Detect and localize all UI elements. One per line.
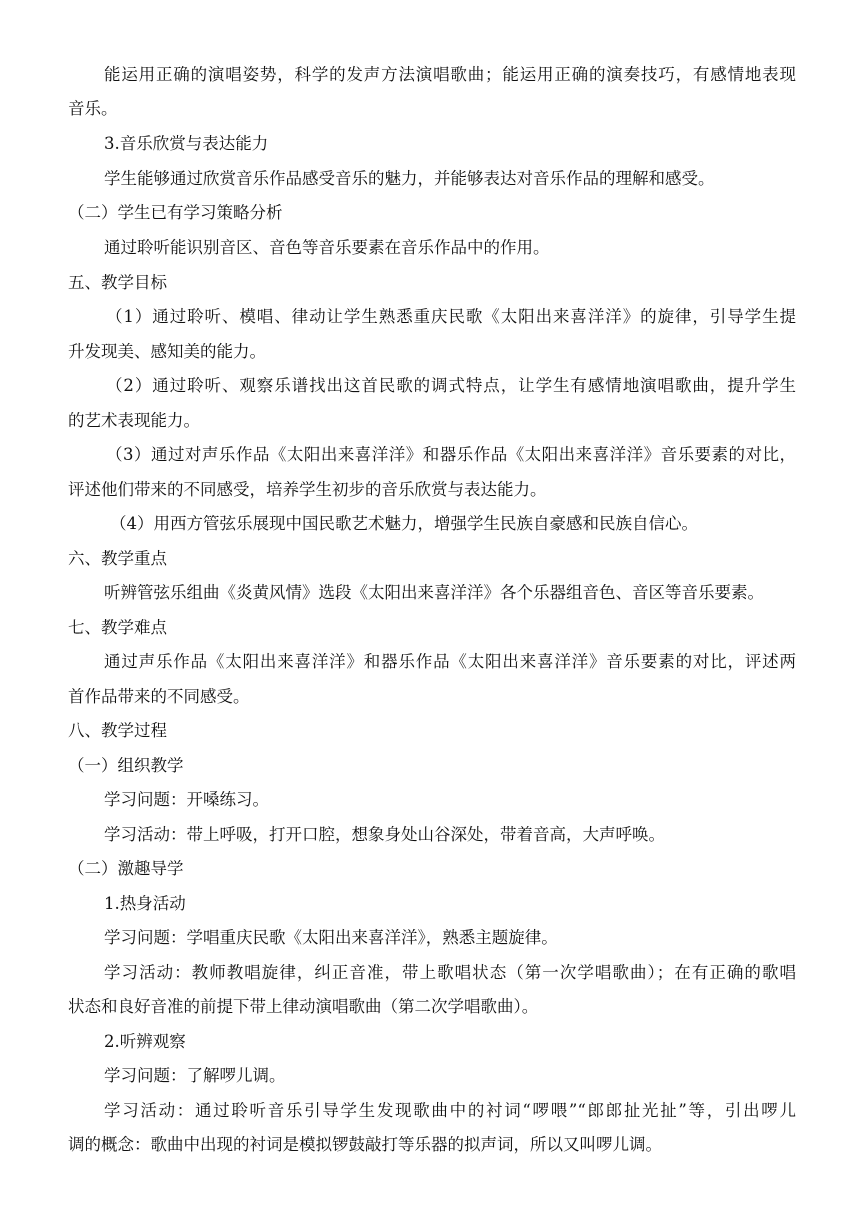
section-heading: （一）组织教学 [68, 756, 184, 775]
text-line: 学习活动：通过聆听音乐引导学生发现歌曲中的衬词“啰喂”“郎郎扯光扯”等，引出啰儿 [104, 1101, 796, 1120]
section-heading: （二）学生已有学习策略分析 [68, 203, 283, 222]
section-heading: 六、教学重点 [68, 549, 167, 568]
text-line: 学生能够通过欣赏音乐作品感受音乐的魅力，并能够表达对音乐作品的理解和感受。 [104, 169, 715, 188]
section-heading: 五、教学目标 [68, 273, 167, 292]
section-heading: 1.热身活动 [104, 894, 186, 913]
section-heading: 八、教学过程 [68, 721, 167, 740]
text-line: （2）通过聆听、观察乐谱找出这首民歌的调式特点，让学生有感情地演唱歌曲，提升学生 [106, 376, 796, 395]
section-heading: （二）激趣导学 [68, 859, 184, 878]
section-heading: 2.听辨观察 [104, 1032, 186, 1051]
text-line: 升发现美、感知美的能力。 [68, 342, 266, 361]
section-heading: 七、教学难点 [68, 618, 167, 637]
text-line: 学习问题：了解啰儿调。 [104, 1066, 286, 1085]
text-line: 学习问题：开嗓练习。 [104, 790, 269, 809]
text-line: （4）用西方管弦乐展现中国民歌艺术魅力，增强学生民族自豪感和民族自信心。 [110, 514, 698, 533]
text-line: 通过声乐作品《太阳出来喜洋洋》和器乐作品《太阳出来喜洋洋》音乐要素的对比，评述两 [104, 652, 796, 671]
text-line: 能运用正确的演唱姿势，科学的发声方法演唱歌曲；能运用正确的演奏技巧，有感情地表现 [104, 65, 796, 84]
text-line: 通过聆听能识别音区、音色等音乐要素在音乐作品中的作用。 [104, 238, 550, 257]
text-line: 评述他们带来的不同感受，培养学生初步的音乐欣赏与表达能力。 [68, 480, 547, 499]
text-line: 的艺术表现能力。 [68, 411, 200, 430]
text-line: 音乐。 [68, 99, 118, 118]
section-heading: 3.音乐欣赏与表达能力 [104, 134, 269, 153]
text-line: 状态和良好音准的前提下带上律动演唱歌曲（第二次学唱歌曲）。 [68, 997, 539, 1016]
text-line: 首作品带来的不同感受。 [68, 687, 250, 706]
text-line: 学习问题：学唱重庆民歌《太阳出来喜洋洋》，熟悉主题旋律。 [104, 928, 558, 947]
text-line: 学习活动：带上呼吸，打开口腔，想象身处山谷深处，带着音高，大声呼唤。 [104, 825, 665, 844]
text-line: 听辨管弦乐组曲《炎黄风情》选段《太阳出来喜洋洋》各个乐器组音色、音区等音乐要素。 [104, 583, 764, 602]
text-line: 调的概念：歌曲中出现的衬词是模拟锣鼓敲打等乐器的拟声词，所以又叫啰儿调。 [68, 1135, 662, 1154]
text-line: （3）通过对声乐作品《太阳出来喜洋洋》和器乐作品《太阳出来喜洋洋》音乐要素的对比， [106, 445, 796, 464]
text-line: （1）通过聆听、模唱、律动让学生熟悉重庆民歌《太阳出来喜洋洋》的旋律，引导学生提 [106, 307, 796, 326]
text-line: 学习活动：教师教唱旋律，纠正音准，带上歌唱状态（第一次学唱歌曲）；在有正确的歌唱 [104, 963, 796, 982]
